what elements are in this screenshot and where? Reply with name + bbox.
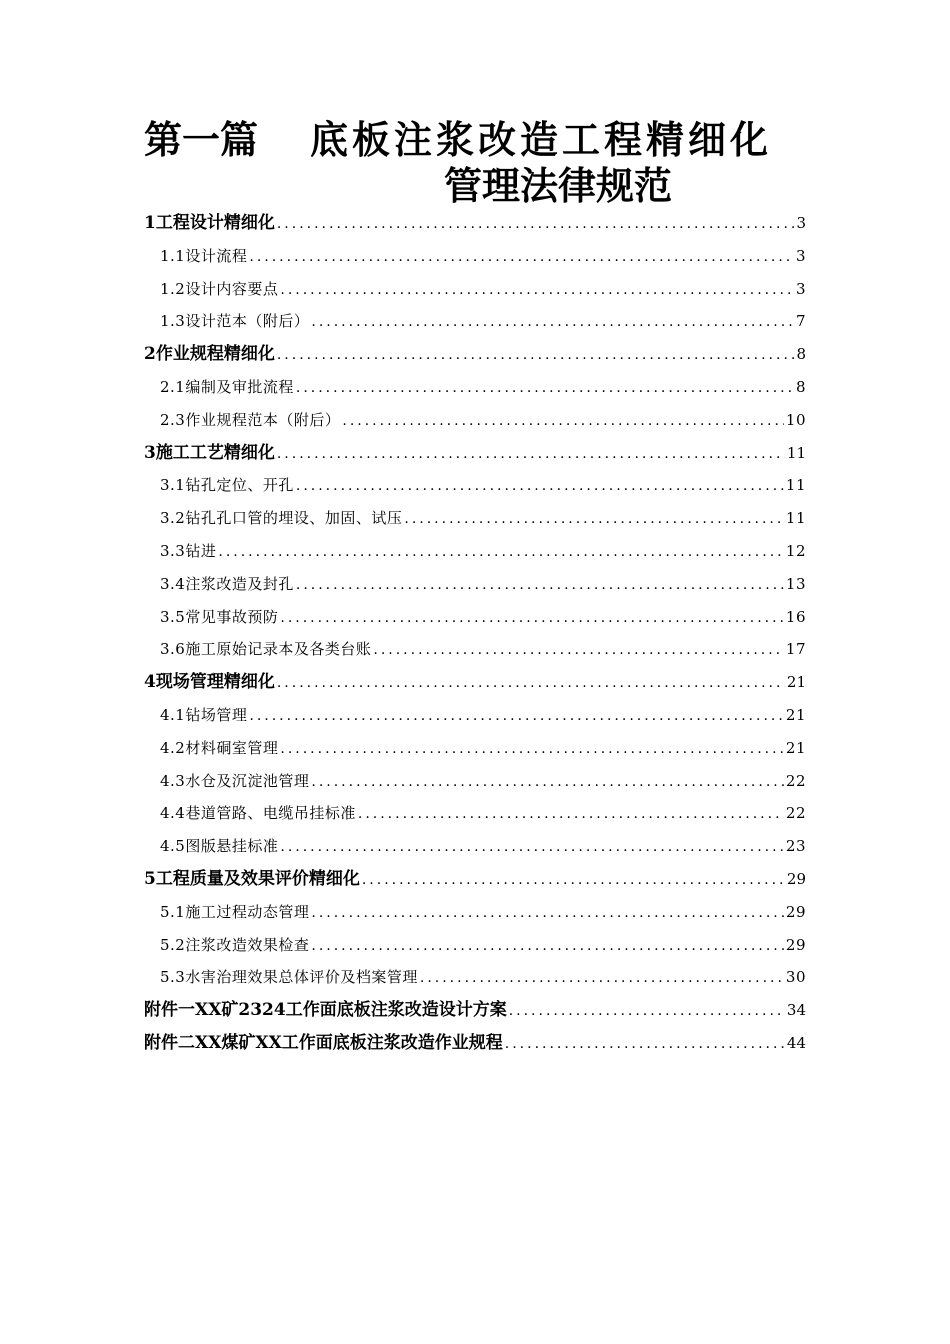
toc-number: 4.2 bbox=[160, 738, 186, 757]
toc-number: 4.3 bbox=[160, 771, 186, 790]
toc-number: 3 bbox=[144, 442, 156, 463]
toc-entry[interactable] bbox=[144, 502, 806, 535]
toc-label: 钻场管理 bbox=[185, 705, 248, 724]
toc-link[interactable] bbox=[144, 338, 806, 372]
toc-number: 2 bbox=[144, 344, 156, 365]
toc-page-number: 11 bbox=[786, 443, 806, 462]
toc-page-number: 12 bbox=[785, 541, 806, 560]
toc-page-number: 3 bbox=[796, 214, 806, 232]
toc-number: 2.3 bbox=[160, 410, 186, 429]
toc-dot-leader bbox=[296, 372, 794, 405]
toc-page-number: 29 bbox=[785, 935, 806, 954]
toc-link[interactable] bbox=[160, 896, 806, 930]
toc-link[interactable] bbox=[160, 273, 806, 307]
toc-label: 施工原始记录本及各类台账 bbox=[185, 640, 372, 659]
toc-number: 附件一 bbox=[144, 1000, 195, 1021]
toc-entry[interactable] bbox=[144, 633, 806, 666]
toc-number: 2.1 bbox=[160, 377, 186, 396]
toc-page-number: 8 bbox=[796, 345, 806, 364]
toc-link[interactable] bbox=[160, 961, 806, 995]
toc-link[interactable] bbox=[160, 765, 806, 799]
toc-link[interactable] bbox=[160, 535, 806, 569]
toc-label: 钻孔孔口管的埋设、加固、试压 bbox=[185, 509, 403, 528]
toc-label: 编制及审批流程 bbox=[185, 377, 294, 396]
toc-number: 1.3 bbox=[160, 312, 186, 331]
toc-dot-leader bbox=[296, 470, 784, 503]
toc-page-number: 22 bbox=[785, 771, 806, 790]
title-part: 第一篇 bbox=[144, 117, 259, 162]
toc-dot-leader bbox=[280, 831, 784, 864]
toc-entry[interactable] bbox=[144, 535, 806, 568]
toc-number: 1.2 bbox=[160, 279, 186, 298]
toc-entry[interactable] bbox=[144, 273, 806, 306]
title-line-2: 管理法律规范 bbox=[443, 163, 672, 208]
toc-page-number: 3 bbox=[795, 246, 806, 265]
toc-number: 5.3 bbox=[160, 968, 186, 987]
toc-number: 5.1 bbox=[160, 902, 186, 921]
toc-label: 水仓及沉淀池管理 bbox=[185, 771, 310, 790]
document-title bbox=[144, 116, 806, 208]
toc-number: 5.2 bbox=[160, 935, 186, 954]
toc-link[interactable] bbox=[160, 502, 806, 536]
toc-dot-leader bbox=[404, 503, 784, 536]
toc-dot-leader bbox=[311, 930, 784, 963]
toc-number: 4.4 bbox=[160, 804, 186, 823]
toc-link[interactable] bbox=[160, 601, 806, 635]
toc-dot-leader bbox=[420, 962, 784, 995]
toc-dot-leader bbox=[509, 995, 785, 1028]
toc-page-number: 7 bbox=[795, 312, 806, 331]
toc-number: 1 bbox=[144, 213, 156, 233]
toc-label: 注浆改造效果检查 bbox=[185, 935, 310, 954]
toc-entry[interactable] bbox=[144, 338, 806, 371]
toc-label: XX煤矿XX工作面底板注浆改造作业规程 bbox=[195, 1032, 503, 1053]
toc-page-number: 29 bbox=[786, 869, 806, 888]
toc-page-number: 21 bbox=[786, 673, 806, 692]
toc-label: 钻进 bbox=[185, 541, 217, 560]
toc-entry[interactable] bbox=[144, 666, 806, 699]
toc-number: 3.3 bbox=[160, 541, 186, 560]
toc-link[interactable] bbox=[144, 666, 806, 700]
toc-page-number: 30 bbox=[785, 968, 806, 987]
toc-page-number: 21 bbox=[785, 738, 806, 757]
toc-entry[interactable] bbox=[144, 207, 806, 240]
toc-label: 作业规程精细化 bbox=[155, 344, 275, 365]
toc-label: 巷道管路、电缆吊挂标准 bbox=[185, 804, 356, 823]
toc-link[interactable] bbox=[144, 994, 806, 1028]
toc-label: XX矿2324工作面底板注浆改造设计方案 bbox=[195, 1000, 507, 1021]
toc-number: 3.4 bbox=[160, 574, 186, 593]
toc-entry[interactable] bbox=[144, 699, 806, 732]
toc-entry[interactable] bbox=[144, 961, 806, 994]
toc-entry[interactable] bbox=[144, 371, 806, 404]
toc-page-number: 10 bbox=[785, 410, 806, 429]
toc-page-number: 44 bbox=[786, 1033, 806, 1052]
toc-page-number: 29 bbox=[785, 902, 806, 921]
toc-label: 材料硐室管理 bbox=[185, 738, 279, 757]
toc-label: 注浆改造及封孔 bbox=[185, 574, 294, 593]
toc-entry[interactable] bbox=[144, 469, 806, 502]
toc-dot-leader bbox=[218, 536, 784, 569]
toc-page-number: 11 bbox=[785, 476, 806, 495]
toc-dot-leader bbox=[342, 405, 784, 438]
toc-entry[interactable] bbox=[144, 305, 806, 338]
toc-link[interactable] bbox=[160, 732, 806, 766]
toc-label: 设计流程 bbox=[185, 246, 248, 265]
toc-dot-leader bbox=[362, 864, 785, 897]
toc-dot-leader bbox=[277, 667, 785, 700]
toc-label: 设计范本（附后） bbox=[185, 312, 310, 331]
toc-page-number: 17 bbox=[785, 640, 806, 659]
title-line-1 bbox=[144, 116, 806, 164]
toc-entry[interactable] bbox=[144, 863, 806, 896]
toc-dot-leader bbox=[358, 798, 784, 831]
toc-page-number: 11 bbox=[785, 509, 806, 528]
toc-link[interactable] bbox=[160, 830, 806, 864]
toc-entry[interactable] bbox=[144, 732, 806, 765]
toc-dot-leader bbox=[277, 208, 795, 241]
toc-dot-leader bbox=[280, 733, 784, 766]
toc-page-number: 13 bbox=[785, 574, 806, 593]
toc-link[interactable] bbox=[160, 633, 806, 667]
toc-entry[interactable] bbox=[144, 437, 806, 470]
toc-number: 3.6 bbox=[160, 640, 186, 659]
toc-entry[interactable] bbox=[144, 830, 806, 863]
toc-link[interactable] bbox=[160, 404, 806, 438]
toc-entry[interactable] bbox=[144, 1027, 806, 1060]
toc-entry[interactable] bbox=[144, 896, 806, 929]
toc-number: 1.1 bbox=[160, 246, 186, 265]
toc-label: 施工工艺精细化 bbox=[155, 442, 275, 463]
toc-entry[interactable] bbox=[144, 929, 806, 962]
toc-link[interactable] bbox=[144, 437, 806, 471]
toc-label: 设计内容要点 bbox=[185, 279, 279, 298]
toc-label: 水害治理效果总体评价及档案管理 bbox=[185, 968, 418, 987]
toc-number: 4 bbox=[144, 672, 156, 693]
toc-label: 常见事故预防 bbox=[185, 607, 279, 626]
toc-number: 4.5 bbox=[160, 837, 186, 856]
toc-number: 5 bbox=[144, 868, 156, 889]
toc-number: 3.5 bbox=[160, 607, 186, 626]
toc-dot-leader bbox=[311, 306, 794, 339]
table-of-contents bbox=[144, 207, 806, 1060]
toc-dot-leader bbox=[280, 274, 794, 307]
toc-entry[interactable] bbox=[144, 240, 806, 273]
toc-link[interactable] bbox=[144, 207, 806, 241]
toc-number: 3.1 bbox=[160, 476, 186, 495]
toc-link[interactable] bbox=[160, 797, 806, 831]
toc-label: 作业规程范本（附后） bbox=[185, 410, 341, 429]
toc-label: 图版悬挂标准 bbox=[185, 837, 279, 856]
toc-page-number: 16 bbox=[785, 607, 806, 626]
toc-label: 施工过程动态管理 bbox=[185, 902, 310, 921]
toc-label: 工程设计精细化 bbox=[155, 213, 275, 233]
toc-entry[interactable] bbox=[144, 601, 806, 634]
toc-link[interactable] bbox=[160, 929, 806, 963]
toc-number: 3.2 bbox=[160, 509, 186, 528]
toc-dot-leader bbox=[277, 438, 785, 471]
toc-dot-leader bbox=[249, 700, 784, 733]
toc-page-number: 22 bbox=[785, 804, 806, 823]
toc-dot-leader bbox=[277, 339, 795, 372]
toc-dot-leader bbox=[280, 602, 784, 635]
toc-link[interactable] bbox=[160, 240, 806, 274]
toc-page-number: 21 bbox=[785, 705, 806, 724]
toc-dot-leader bbox=[296, 569, 784, 602]
toc-entry[interactable] bbox=[144, 568, 806, 601]
toc-entry[interactable] bbox=[144, 994, 806, 1027]
toc-number: 4.1 bbox=[160, 705, 186, 724]
toc-dot-leader bbox=[249, 241, 794, 274]
toc-dot-leader bbox=[505, 1028, 785, 1061]
title-main: 底板注浆改造工程精细化 bbox=[310, 117, 773, 162]
toc-label: 现场管理精细化 bbox=[155, 672, 275, 693]
toc-link[interactable] bbox=[144, 1027, 806, 1061]
toc-link[interactable] bbox=[144, 863, 806, 897]
toc-page-number: 34 bbox=[786, 1001, 806, 1020]
toc-number: 附件二 bbox=[144, 1032, 195, 1053]
toc-label: 钻孔定位、开孔 bbox=[185, 476, 294, 495]
toc-link[interactable] bbox=[160, 699, 806, 733]
toc-link[interactable] bbox=[160, 469, 806, 503]
toc-link[interactable] bbox=[160, 305, 806, 339]
toc-page-number: 8 bbox=[795, 377, 806, 396]
toc-link[interactable] bbox=[160, 568, 806, 602]
toc-label: 工程质量及效果评价精细化 bbox=[155, 868, 360, 889]
toc-page-number: 3 bbox=[795, 279, 806, 298]
toc-entry[interactable] bbox=[144, 797, 806, 830]
toc-page-number: 23 bbox=[785, 837, 806, 856]
toc-link[interactable] bbox=[160, 371, 806, 405]
toc-dot-leader bbox=[373, 634, 784, 667]
toc-dot-leader bbox=[311, 766, 784, 799]
toc-entry[interactable] bbox=[144, 765, 806, 798]
toc-dot-leader bbox=[311, 897, 784, 930]
toc-entry[interactable] bbox=[144, 404, 806, 437]
